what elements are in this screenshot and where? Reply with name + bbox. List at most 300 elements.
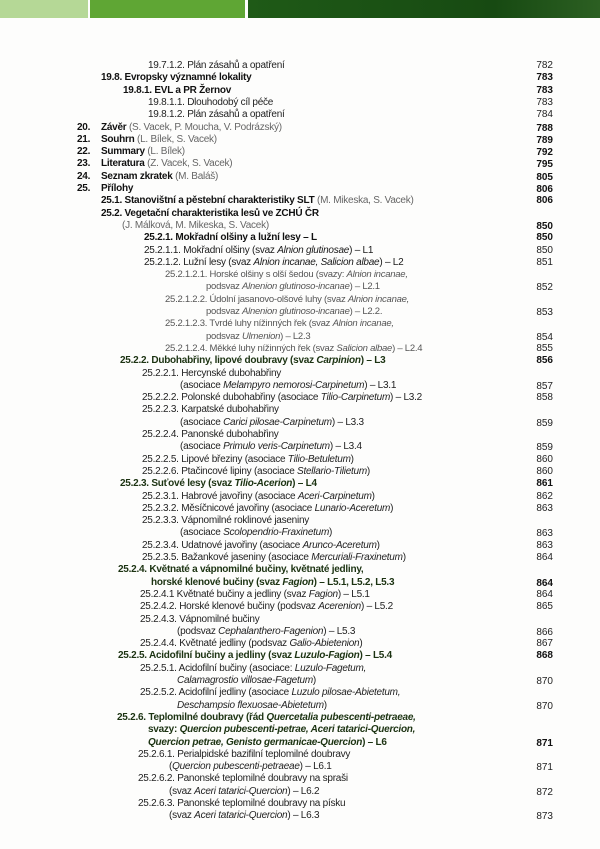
toc-entry-title (77, 171, 218, 183)
toc-entry-title (101, 195, 414, 207)
toc-entry[interactable] (206, 281, 600, 293)
toc-entry-title (142, 491, 375, 503)
toc-entry-title (169, 761, 332, 773)
toc-entry[interactable] (77, 134, 600, 146)
page-number: 850 (536, 232, 553, 244)
toc-entry[interactable] (142, 540, 600, 552)
title-text: 25.2.1.2.2. Údolní jasanovo-olšové luhy (svaz (165, 293, 348, 305)
title-text: 25.2.6.2. Panonské teplomilné doubravy na spraši (138, 773, 348, 785)
toc-entry[interactable] (140, 687, 600, 699)
title-text: 25.2.5. Acidofilní bučiny a jedliny (svaz (118, 650, 295, 662)
toc-entry-title (77, 134, 217, 146)
title-text: ) – L6 (362, 736, 387, 748)
page-number: 858 (536, 392, 553, 404)
toc-entry-title (138, 773, 348, 785)
title-text: ) (376, 539, 380, 551)
title-text: 25.2.6.3. Panonské teplomilné doubravy na písku (138, 798, 346, 809)
page-number: 853 (536, 307, 553, 318)
taxon-name: Alnion incanae, (332, 318, 394, 330)
toc-entry-title (140, 601, 393, 613)
toc-entry[interactable] (140, 601, 600, 613)
title-text: ) (312, 675, 316, 686)
title-text: 25.2.2.1. Hercynské dubohabřiny (142, 367, 282, 379)
page-number: 871 (536, 762, 553, 774)
taxon-name: Calamagrostio villosae-Fagetum (177, 675, 313, 686)
toc-entry[interactable] (118, 650, 600, 662)
toc-entry[interactable] (142, 454, 600, 466)
toc-entry-title (142, 552, 406, 564)
title-text: 25.2.4.4. Květnaté jedliny (podsvaz (140, 638, 290, 650)
title-text: ) – L6.3 (287, 810, 320, 822)
page-number: 871 (536, 737, 553, 749)
toc-entry[interactable] (165, 318, 600, 330)
toc-entry[interactable] (142, 392, 600, 404)
taxon-name: Quercion pubescenti-petrae, Aceri tatarici-Quercion, (179, 724, 416, 736)
toc-entry[interactable] (148, 60, 600, 72)
authors: (L. Bílek) (144, 146, 185, 158)
title-text: Souhrn (101, 133, 135, 145)
chapter-number: 20. (77, 121, 91, 133)
page-number: 864 (536, 577, 553, 589)
toc-entry-title (177, 626, 355, 638)
title-text: 25.2.3.3. Vápnomilné roklinové jaseniny (142, 515, 310, 527)
taxon-name: Ulmenion (242, 330, 281, 342)
title-text: 25.2.1.2.3. Tvrdé luhy nížinných řek (svaz (165, 318, 333, 330)
toc-entry-title (142, 429, 279, 441)
title-text: ) – L2 (379, 256, 404, 268)
chapter-number: 24. (77, 170, 91, 182)
title-text: ) – L2.3 (280, 330, 311, 342)
chapter-number: 22. (77, 146, 91, 158)
title-text: (svaz (169, 785, 195, 797)
toc-entry-title (101, 208, 319, 220)
taxon-name: Stellario-Tilietum (297, 465, 367, 477)
authors: (M. Baláš) (172, 170, 219, 182)
toc-entry[interactable] (142, 552, 600, 564)
page-number: 870 (536, 676, 553, 687)
page-number: 860 (536, 465, 553, 477)
title-text: ) – L4 (292, 478, 317, 490)
title-text: 25.2.3.5. Bažankové jaseniny (asociace (142, 552, 312, 563)
title-text: 25.2.2.5. Lipové březiny (asociace (142, 453, 288, 465)
toc-entry-title (142, 466, 370, 478)
page-number: 851 (536, 256, 553, 268)
title-text: ) (366, 465, 371, 477)
authors: (J. Málková, M. Mikeska, S. Vacek) (122, 219, 269, 231)
title-text: 25.2.1. Mokřadní olšiny a lužní lesy – L (144, 232, 317, 244)
title-text: 25.2.1.2.4. Měkké luhy nížinných řek (svaz (165, 342, 337, 354)
page-number: 859 (536, 417, 553, 429)
title-text: (asociace (180, 441, 224, 453)
toc-entry[interactable] (117, 712, 600, 724)
toc-entry-title (142, 503, 393, 515)
toc-entry-title (206, 281, 380, 293)
taxon-name: Salicion albae (336, 342, 393, 354)
page-number: 850 (536, 244, 553, 256)
taxon-name: Tilio-Acerion (234, 478, 293, 490)
toc-entry-title (151, 577, 394, 589)
page-number: 855 (536, 342, 553, 354)
title-text: 25.2.1.2.1. Horské olšiny s olší šedou (svazy: (165, 269, 347, 281)
toc-entry[interactable] (169, 810, 600, 822)
title-text: 19.8.1.1. Dlouhodobý cíl péče (148, 96, 274, 108)
toc-entry-title (118, 564, 363, 576)
title-text: 25.2.6. Teplomilné doubravy (řád (117, 711, 267, 723)
toc-entry-title (140, 687, 400, 699)
title-text: 25.2.3. Suťové lesy (svaz (120, 478, 235, 490)
title-text: 19.7.1.2. Plán zásahů a opatření (148, 60, 285, 71)
title-text: podsvaz (206, 281, 243, 293)
title-text: Závěr (101, 121, 127, 133)
toc-entry-title (77, 146, 185, 158)
title-text: ) (371, 490, 375, 502)
toc-entry-title (117, 712, 416, 724)
page-number: 784 (536, 109, 553, 121)
toc-entry-title (122, 220, 269, 232)
toc-entry[interactable] (77, 183, 600, 195)
toc-entry-title (165, 294, 409, 306)
taxon-name: Quercetalia pubescenti-petraeae, (266, 711, 416, 723)
title-text: 19.8.1.2. Plán zásahů a opatření (148, 109, 285, 121)
page-number: 850 (536, 220, 553, 232)
title-text: (asociace (180, 379, 224, 391)
title-text: (svaz (169, 810, 195, 822)
taxon-name: Luzulo-Fagion (294, 650, 360, 662)
taxon-name: Lunario-Aceretum (314, 502, 391, 514)
toc-entry[interactable] (142, 429, 600, 441)
toc-entry-title (77, 122, 282, 134)
toc-entry[interactable] (138, 798, 600, 810)
taxon-name: Luzulo pilosae-Abietetum, (291, 687, 401, 699)
taxon-name: Fagion (308, 588, 338, 600)
title-text: ( (169, 761, 173, 773)
toc-entry[interactable] (123, 85, 600, 97)
page-number: 795 (536, 159, 553, 171)
taxon-name: Acerenion (318, 601, 361, 613)
taxon-name: Scolopendrio-Fraxinetum (223, 527, 330, 539)
page-number: 806 (536, 184, 553, 195)
toc-entry[interactable] (77, 158, 600, 170)
title-text: 25.2.2.2. Polonské dubohabřiny (asociace (142, 392, 321, 404)
toc-entry[interactable] (120, 355, 600, 367)
page-number: 863 (536, 539, 553, 551)
title-text: ) – L1 (349, 244, 374, 256)
toc-entry-title (142, 454, 354, 466)
title-text: 25.2.1.1. Mokřadní olšiny (svaz (144, 244, 278, 256)
title-text: svazy: (148, 724, 180, 736)
taxon-name: Alnion glutinosae (277, 244, 350, 256)
taxon-name: Tilio-Carpinetum (320, 392, 391, 404)
toc-entry[interactable] (142, 515, 600, 527)
page-number: 783 (536, 72, 553, 84)
toc-entry-title (165, 269, 408, 281)
title-text: Literatura (101, 158, 145, 170)
toc-entry-title (118, 650, 392, 662)
taxon-name: Carpinion (316, 355, 361, 367)
page-number: 864 (536, 588, 553, 600)
taxon-name: Quercion pubescenti-petraeae (172, 761, 300, 773)
toc-entry-title (177, 700, 327, 712)
page-number: 788 (536, 122, 553, 134)
chapter-number: 25. (77, 183, 91, 194)
toc-entry-title (169, 810, 319, 822)
toc-entry-title (140, 663, 366, 675)
taxon-name: Mercuriali-Fraxinetum (311, 552, 403, 563)
taxon-name: Melampyro nemorosi-Carpinetum (223, 379, 365, 391)
toc-entry[interactable] (144, 245, 600, 257)
toc-entry-title (77, 183, 133, 195)
title-text: ) – L6.1 (299, 761, 332, 773)
authors: (Z. Vacek, S. Vacek) (144, 158, 233, 170)
taxon-name: Arunco-Aceretum (302, 539, 377, 551)
toc-entry[interactable] (142, 503, 600, 515)
title-text: ) (323, 699, 327, 711)
taxon-name: Aceri tatarici-Quercion (194, 810, 288, 822)
title-text: podsvaz (206, 330, 243, 342)
title-text: 25.2.3.4. Udatnové javořiny (asociace (142, 539, 303, 551)
toc-entry[interactable] (206, 306, 600, 318)
toc-entry[interactable] (169, 761, 600, 773)
toc-entry[interactable] (177, 626, 600, 638)
title-text: ) – L3.3 (331, 416, 364, 428)
title-text: 25.2.5.2. Acidofilní jedliny (asociace (140, 687, 292, 699)
page-number: 872 (536, 786, 553, 798)
title-text: (asociace (180, 527, 224, 539)
toc-entry[interactable] (138, 749, 600, 761)
taxon-name: Luzulo-Fagetum, (294, 662, 367, 674)
title-text: 25.2.4.2. Horské klenové bučiny (podsvaz (140, 601, 319, 613)
page-number: 854 (536, 331, 553, 343)
title-text: 19.8.1. EVL a PR Žernov (123, 84, 232, 96)
title-text: 25.2.2.4. Panonské dubohabřiny (142, 429, 279, 440)
page-number: 865 (536, 601, 553, 613)
toc-entry-title (144, 232, 317, 244)
title-text: 25.2.5.1. Acidofilní bučiny (asociace: (140, 662, 295, 674)
page-number: 867 (536, 638, 553, 650)
page-number: 805 (536, 171, 553, 183)
toc-entry-title (148, 60, 285, 72)
toc-entry-title (177, 675, 316, 687)
title-text: ) – L5.2 (360, 601, 393, 613)
toc-entry[interactable] (206, 331, 600, 343)
toc-entry[interactable] (101, 72, 600, 84)
toc-entry[interactable] (142, 368, 600, 380)
title-text: ) – L2.4 (392, 342, 423, 354)
title-text: 25.2.2. Dubohabřiny, lipové doubravy (svaz (120, 355, 317, 367)
page-number: 866 (536, 626, 553, 638)
title-text: 25.2.3.2. Měsíčnicové javořiny (asociace (142, 502, 315, 514)
taxon-name: Alnion incanae, Salicion albae (253, 256, 380, 268)
title-text: Summary (101, 146, 145, 158)
toc-entry[interactable] (177, 700, 600, 712)
title-text: (asociace (180, 416, 224, 428)
title-text: (podsvaz (177, 625, 219, 637)
toc-entry[interactable] (142, 466, 600, 478)
taxon-name: Galio-Abietenion (289, 638, 360, 650)
toc-entry[interactable] (140, 663, 600, 675)
title-text: ) – L5.4 (359, 650, 392, 662)
toc-entry[interactable] (140, 638, 600, 650)
toc-entry[interactable] (180, 441, 600, 453)
toc-entry-title (140, 589, 370, 601)
toc-entry[interactable] (148, 109, 600, 121)
taxon-name: Deschampsio flexuosae-Abietetum (177, 699, 324, 711)
page-number: 783 (536, 84, 553, 96)
toc-entry[interactable] (180, 380, 600, 392)
taxon-name: Quercion petrae, Genisto germanicae-Quercion (148, 736, 363, 748)
title-text: 25.2.2.3. Karpatské dubohabřiny (142, 404, 279, 416)
title-text: ) (350, 453, 354, 465)
toc-entry[interactable] (148, 724, 600, 736)
chapter-number: 21. (77, 133, 91, 145)
toc-entry[interactable] (144, 257, 600, 269)
toc-entry[interactable] (122, 220, 600, 232)
title-text: 25.2.2.6. Ptačincové lipiny (asociace (142, 465, 298, 477)
toc-entry-title (148, 724, 415, 736)
title-text: 25.2.1.2. Lužní lesy (svaz (144, 256, 254, 268)
toc-entry[interactable] (77, 146, 600, 158)
toc-entry[interactable] (151, 577, 600, 589)
title-text: horské klenové bučiny (svaz (151, 576, 283, 588)
page-number: 870 (536, 700, 553, 712)
toc-entry-title (142, 392, 422, 404)
page-number: 862 (536, 490, 553, 502)
toc-entry-title (169, 786, 319, 798)
title-text: ) (390, 502, 394, 514)
toc-entry-title (165, 343, 422, 355)
title-text: 25.2.6.1. Perialpidské bazifilní teplomilné doubravy (138, 748, 351, 760)
title-text: 19.8. Evropsky významné lokality (101, 72, 252, 84)
toc-entry-title (148, 97, 273, 109)
taxon-name: Primulo veris-Carpinetum (223, 441, 330, 453)
toc-entry-title (165, 318, 394, 330)
title-text: ) – L3.2 (390, 392, 422, 404)
page-number: 792 (536, 147, 553, 159)
toc-entry[interactable] (165, 269, 600, 281)
taxon-name: Alnenion glutinoso-incanae (242, 306, 350, 317)
page-number: 857 (536, 380, 553, 392)
toc-entry-title (206, 331, 310, 343)
toc-entry[interactable] (177, 675, 600, 687)
title-text: ) – L5.1, L5.2, L5.3 (313, 576, 395, 588)
toc-entry-title (148, 109, 285, 121)
taxon-name: Alnion incanae, (347, 293, 410, 305)
toc-entry[interactable] (165, 294, 600, 306)
title-text: ) – L2.2. (349, 306, 383, 317)
toc-entry[interactable] (180, 417, 600, 429)
title-text: 25.2.3.1. Habrové javořiny (asociace (142, 490, 298, 502)
toc-entry-title (144, 245, 373, 257)
toc-entry-title (138, 798, 345, 810)
toc-entry[interactable] (101, 195, 600, 207)
toc-entry[interactable] (144, 232, 600, 244)
title-text: ) – L3.4 (329, 441, 362, 453)
toc-entry-title (120, 355, 385, 367)
page-number: 868 (536, 650, 553, 662)
toc-entry-title (180, 527, 332, 539)
title-text: ) – L3.1 (364, 379, 397, 391)
title-text: 25.2.4.3. Vápnomilné bučiny (140, 613, 260, 625)
taxon-name: Tilio-Betuletum (287, 453, 351, 465)
toc-entry[interactable] (101, 208, 600, 220)
toc-entry[interactable] (140, 589, 600, 601)
title-text: 25.2.4. Květnaté a vápnomilné bučiny, květnaté jedliny, (118, 564, 364, 576)
toc-entry-title (206, 306, 382, 318)
taxon-name: Alnenion glutinoso-incanae (242, 281, 350, 293)
toc-entry-title (142, 404, 279, 416)
taxon-name: Aceri tatarici-Quercion (194, 785, 288, 797)
toc-entry-title (180, 441, 362, 453)
page-number: 782 (536, 60, 553, 71)
title-text: ) – L3 (360, 355, 386, 367)
toc-entry[interactable] (142, 404, 600, 416)
toc-entry-title (180, 380, 396, 392)
title-text: ) – L5.1 (337, 588, 370, 600)
authors: (S. Vacek, P. Moucha, V. Podrázský) (126, 121, 282, 133)
authors: (M. Mikeska, S. Vacek) (314, 195, 414, 207)
toc-entry[interactable] (142, 491, 600, 503)
toc-entry[interactable] (169, 786, 600, 798)
page-number: 859 (536, 442, 553, 454)
toc-entry[interactable] (180, 527, 600, 539)
page-number: 873 (536, 811, 553, 823)
chapter-number: 23. (77, 158, 91, 170)
toc-entry[interactable] (140, 614, 600, 626)
page-number: 852 (536, 282, 553, 294)
page-number: 864 (536, 552, 553, 563)
toc-entry-title (142, 368, 281, 380)
toc-entry-title (142, 540, 380, 552)
toc-entry-title (180, 417, 364, 429)
title-text: ) – L6.2 (287, 785, 320, 797)
title-text: 25.2. Vegetační charakteristika lesů ve ZCHÚ ČR (101, 207, 319, 219)
toc-entry[interactable] (77, 122, 600, 134)
toc-entry[interactable] (148, 97, 600, 109)
page-number: 861 (536, 478, 553, 490)
page-number: 806 (536, 195, 553, 207)
toc-entry-title (140, 614, 259, 626)
taxon-name: Aceri-Carpinetum (297, 490, 372, 502)
taxon-name: Alnion incanae, (346, 269, 408, 281)
toc-entry-title (138, 749, 350, 761)
toc-entry-title (142, 515, 309, 527)
page-number: 863 (536, 528, 553, 540)
taxon-name: Cephalanthero-Fagenion (218, 625, 324, 637)
title-text: ) – L2.1 (349, 281, 380, 293)
toc-entry-title (120, 478, 317, 490)
toc-entry[interactable] (148, 737, 600, 749)
page-number: 783 (536, 96, 553, 108)
toc-entry[interactable] (165, 343, 600, 355)
taxon-name: Carici pilosae-Carpinetum (223, 416, 332, 428)
toc-entry-title (144, 257, 403, 269)
toc-entry[interactable] (77, 171, 600, 183)
toc-entry[interactable] (120, 478, 600, 490)
toc-entry-title (77, 158, 232, 170)
title-text: ) (359, 638, 363, 650)
authors: (L. Bílek, S. Vacek) (134, 133, 217, 145)
toc-entry[interactable] (138, 773, 600, 785)
title-text: 25.1. Stanovištní a pěstební charakteristiky SLT (101, 195, 315, 207)
title-text: 25.2.4.1 Květnaté bučiny a jedliny (svaz (140, 588, 309, 600)
page-number: 789 (536, 134, 553, 146)
title-text: ) (402, 552, 406, 563)
title-text: Seznam zkratek (101, 170, 173, 182)
title-text: ) (329, 527, 333, 539)
toc-entry-title (148, 737, 387, 749)
toc-entry[interactable] (118, 564, 600, 576)
toc-entry-title (140, 638, 362, 650)
